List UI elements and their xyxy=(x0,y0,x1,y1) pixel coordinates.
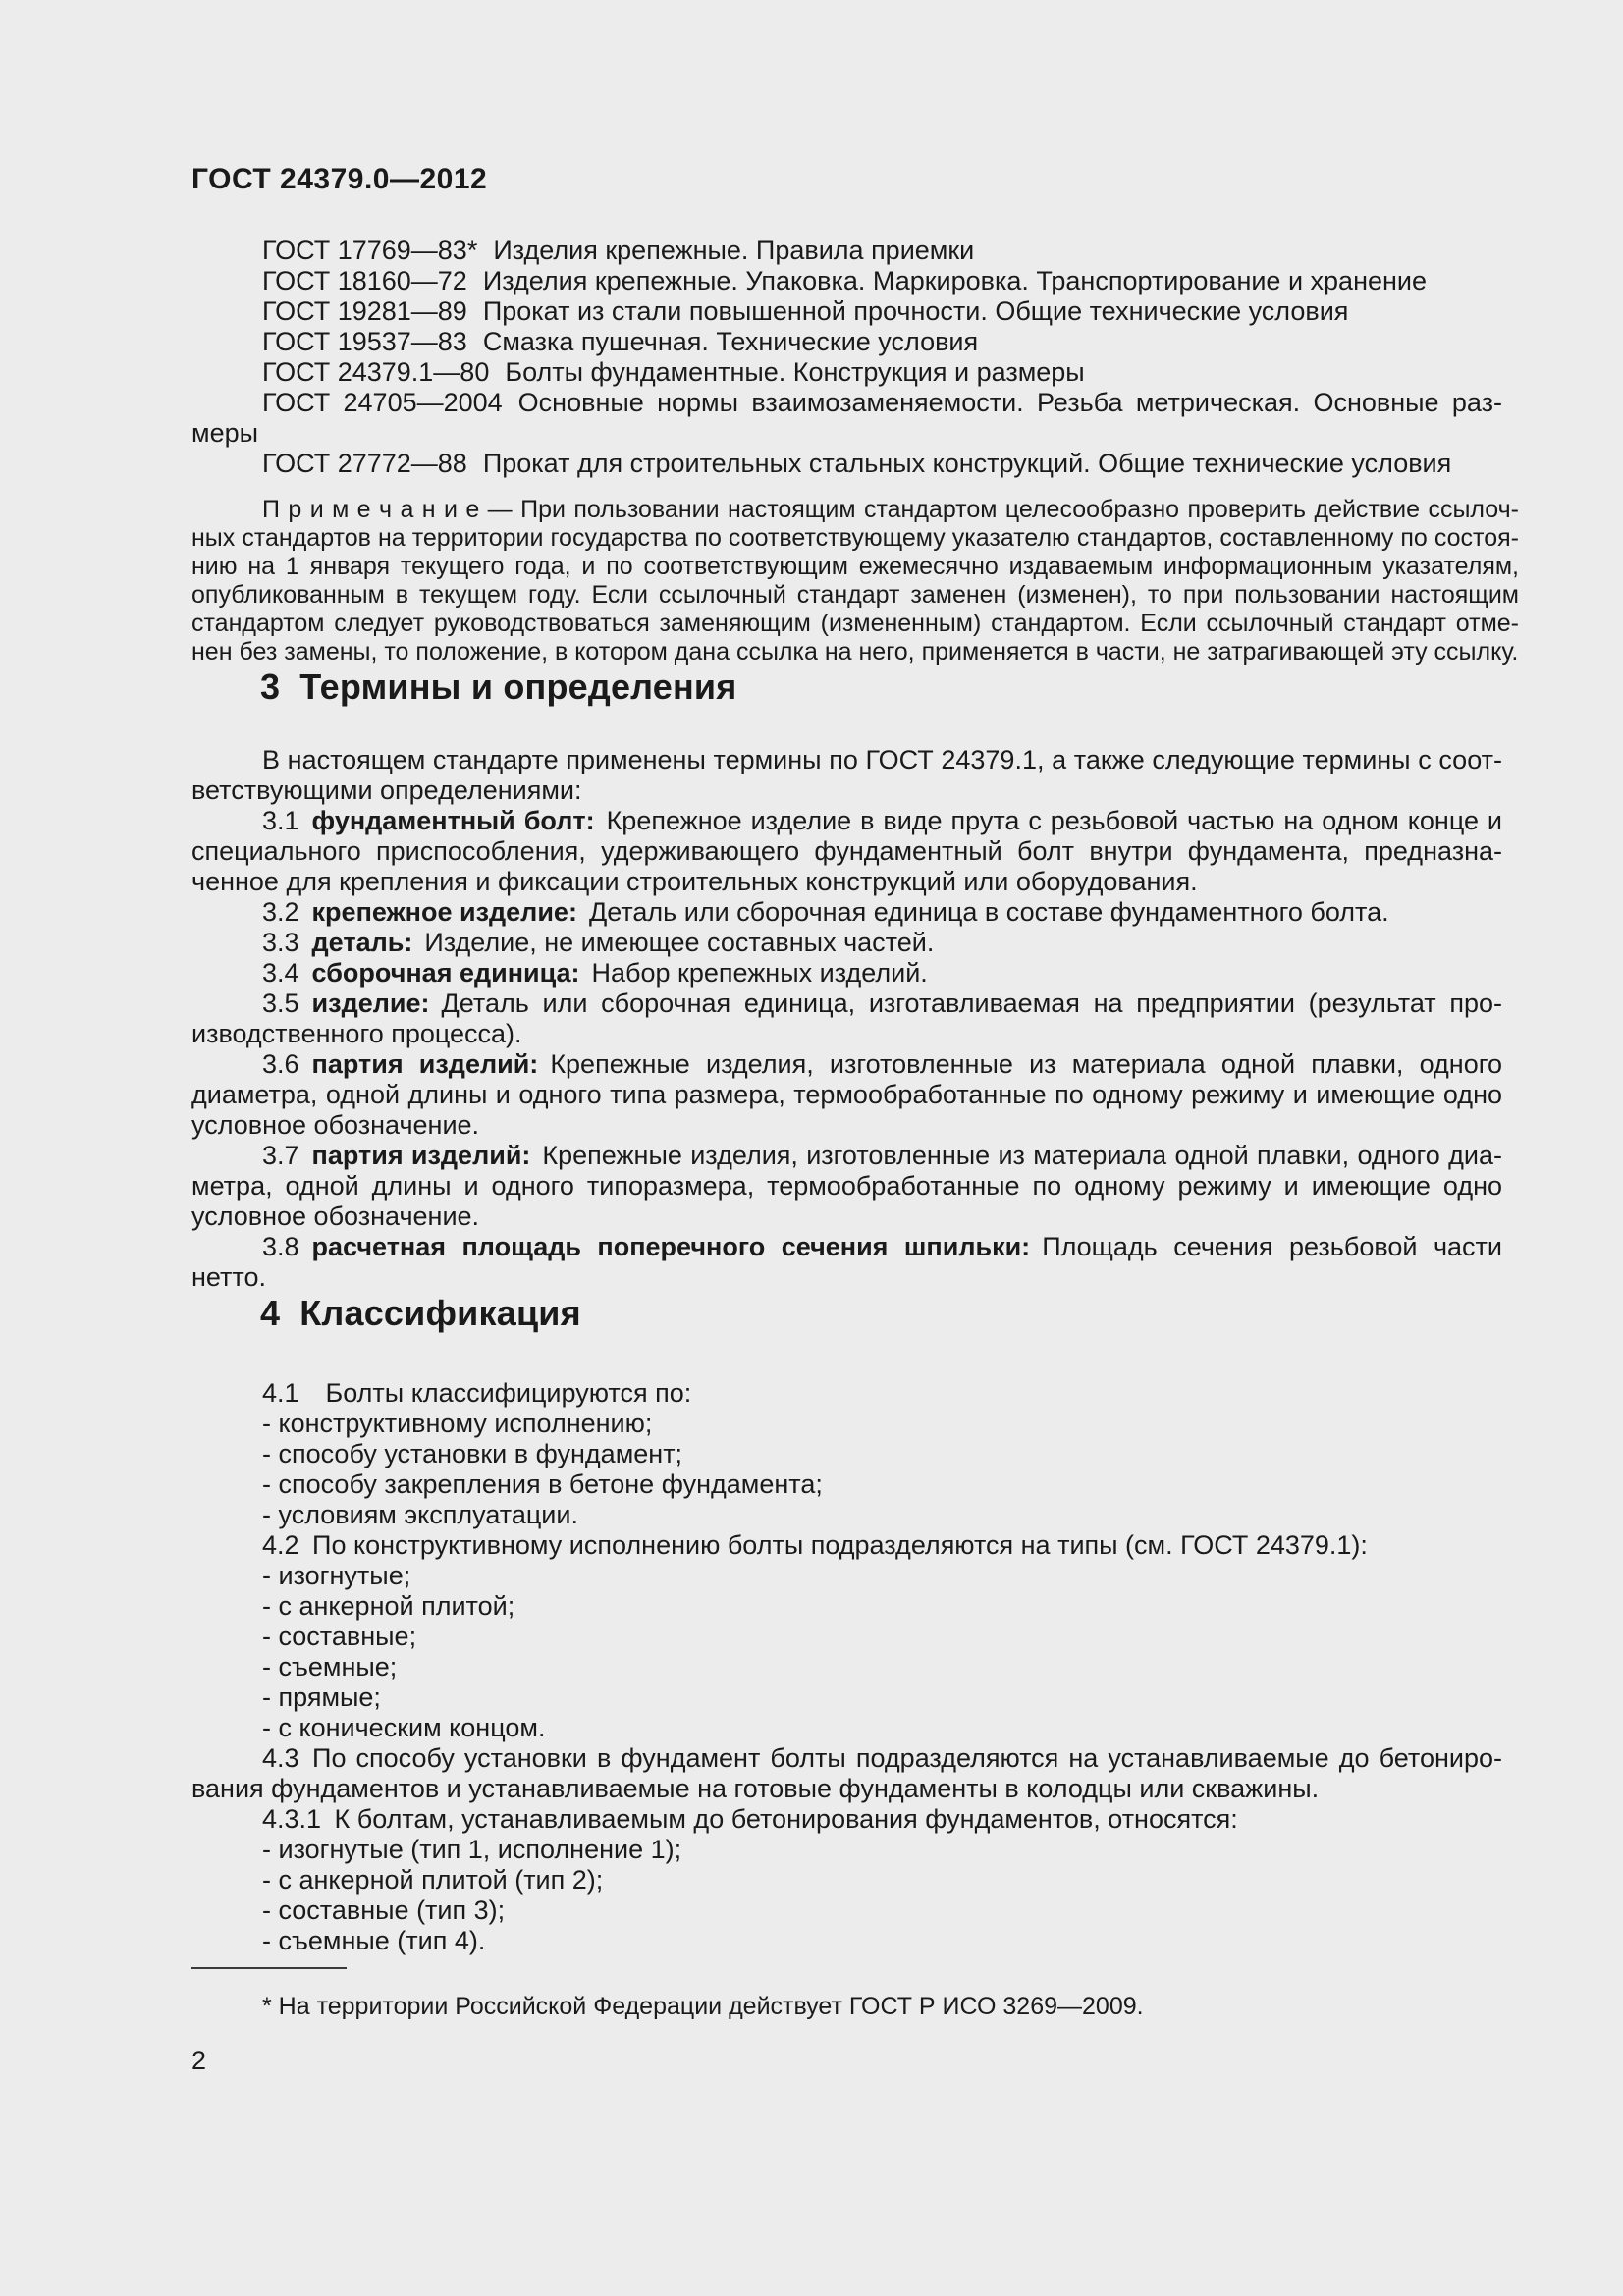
reference-code: ГОСТ 19537—83 xyxy=(262,327,467,356)
section-4-title: Классификация xyxy=(299,1293,581,1333)
note-text: При пользовании настоящим стандартом целесообразно проверить действие ссылочных стандартов на территории государства по соответствующему указателю стандартов, составленному по состоянию на 1 января текущего года, и по соответствующим ежемесячно издаваемым информационным указателям, опубликованным в текущем году. Если ссылочный стандарт заменен (изменен), то при пользовании настоящим стандартом следует руководствоваться заменяющим (измененным) стандартом. Если ссылочный стандарт отменен без замены, то положение, в котором дана ссылка на него, применяется в части, не затрагивающей эту ссылку. xyxy=(191,496,1519,666)
list-item: - составные; xyxy=(262,1622,417,1651)
clause-4-3-1: 4.3.1 К болтам, устанавливаемым до бетонирования фундаментов, относятся: xyxy=(262,1804,1238,1834)
term-number: 3.3 xyxy=(262,928,299,957)
reference-title: Изделия крепежные. Упаковка. Маркировка. Транспортирование и хранение xyxy=(482,266,1428,295)
list-item: - с коническим концом. xyxy=(262,1713,546,1742)
reference-code: ГОСТ 24705—2004 xyxy=(262,388,503,417)
list-item: - съемные; xyxy=(262,1652,398,1682)
reference-title: Болты фундаментные. Конструкция и размеры xyxy=(505,357,1085,387)
reference-item xyxy=(191,357,1502,388)
reference-code: ГОСТ 18160—72 xyxy=(262,266,467,295)
term-name: крепежное изделие: xyxy=(311,897,577,927)
section-3-number: 3 xyxy=(260,667,281,707)
term-name: сборочная единица: xyxy=(311,958,580,988)
term-name: изделие: xyxy=(311,988,430,1018)
term-definition: Площадь сечения резьбовой части нетто. xyxy=(191,1232,1503,1292)
term-definition: Набор крепежных изделий. xyxy=(591,958,928,988)
reference-title: Основные нормы взаимозаменяемости. Резьба метрическая. Основные размеры xyxy=(191,388,1502,448)
reference-code: ГОСТ 17769—83* xyxy=(262,236,478,265)
term-item xyxy=(191,1232,1502,1293)
reference-item xyxy=(191,236,1502,266)
term-item xyxy=(191,806,1502,897)
list-item: - конструктивному исполнению; xyxy=(262,1409,653,1438)
reference-code: ГОСТ 19281—89 xyxy=(262,296,467,326)
list-item: - изогнутые; xyxy=(262,1561,411,1590)
reference-item xyxy=(191,388,1502,449)
reference-title: Смазка пушечная. Технические условия xyxy=(482,327,979,356)
reference-title: Прокат для строительных стальных конструкций. Общие технические условия xyxy=(482,449,1452,478)
page-number: 2 xyxy=(191,2046,207,2075)
reference-code: ГОСТ 27772—88 xyxy=(262,449,467,478)
list-item: - прямые; xyxy=(262,1682,381,1712)
section-4-number: 4 xyxy=(260,1293,281,1333)
reference-code: ГОСТ 24379.1—80 xyxy=(262,357,490,387)
term-item xyxy=(191,1049,1502,1141)
list-item: - способу установки в фундамент; xyxy=(262,1439,683,1468)
term-definition: Изделие, не имеющее составных частей. xyxy=(424,928,935,957)
term-number: 3.7 xyxy=(262,1141,299,1170)
section-4-heading xyxy=(260,1293,1505,1334)
standard-designation: ГОСТ 24379.0—2012 xyxy=(191,163,488,195)
term-number: 3.4 xyxy=(262,958,299,988)
references-list xyxy=(191,236,1505,479)
term-name: партия изделий: xyxy=(311,1141,531,1170)
term-item xyxy=(191,928,1502,958)
clause-4-2: 4.2 По конструктивному исполнению болты подразделяются на типы (см. ГОСТ 24379.1): xyxy=(262,1530,1368,1560)
term-definition: Крепежное изделие в виде прута с резьбовой частью на одном конце и специального приспособления, удерживающего фундаментный болт внутри фундамента, предназначенное для крепления и фиксации строительных конструкций или оборудования. xyxy=(191,806,1503,896)
clause-4-1: 4.1 Болты классифицируются по: xyxy=(262,1378,692,1408)
term-number: 3.1 xyxy=(262,806,299,835)
term-definition: Крепежные изделия, изготовленные из материала одной плавки, одного диаметра, одной длины и одного типа размера, термообработанные по одному режиму и имеющие одно условное обозначение. xyxy=(191,1049,1502,1140)
reference-item xyxy=(191,266,1502,296)
clause-4-3: 4.3 По способу установки в фундамент болты подразделяются на устанавливаемые до бетонирования фундаментов и устанавливаемые на готовые фундаменты в колодцы или скважины. xyxy=(191,1743,1502,1803)
term-item xyxy=(191,1141,1502,1232)
term-number: 3.2 xyxy=(262,897,299,927)
reference-title: Прокат из стали повышенной прочности. Общие технические условия xyxy=(482,296,1349,326)
term-name: деталь: xyxy=(311,928,413,957)
term-number: 3.6 xyxy=(262,1049,299,1079)
list-item: - способу закрепления в бетоне фундамента; xyxy=(262,1469,823,1499)
section-3-title: Термины и определения xyxy=(299,667,737,707)
term-name: расчетная площадь поперечного сечения шпильки: xyxy=(311,1232,1031,1261)
footnote-text: * На территории Российской Федерации действует ГОСТ Р ИСО 3269—2009. xyxy=(262,1993,1144,2020)
term-item xyxy=(191,958,1502,988)
list-item: - с анкерной плитой; xyxy=(262,1591,515,1621)
term-definition: Деталь или сборочная единица в составе фундаментного болта. xyxy=(588,897,1389,927)
term-item xyxy=(191,897,1502,928)
term-name: партия изделий: xyxy=(311,1049,539,1079)
list-item: - составные (тип 3); xyxy=(262,1896,506,1925)
reference-item xyxy=(191,296,1502,327)
list-item: - с анкерной плитой (тип 2); xyxy=(262,1865,604,1895)
term-number: 3.5 xyxy=(262,988,299,1018)
reference-title: Изделия крепежные. Правила приемки xyxy=(493,236,975,265)
reference-item xyxy=(191,327,1502,357)
term-number: 3.8 xyxy=(262,1232,299,1261)
footnote-rule xyxy=(191,1967,347,1969)
reference-item xyxy=(191,449,1502,479)
note-label: П р и м е ч а н и е — xyxy=(262,496,521,523)
list-item: - съемные (тип 4). xyxy=(262,1926,486,1955)
term-definition: Крепежные изделия, изготовленные из материала одной плавки, одного диаметра, одной длины и одного типоразмера, термообработанные по одному режиму и имеющие одно условное обозначение. xyxy=(191,1141,1502,1231)
term-definition: Деталь или сборочная единица, изготавливаемая на предприятии (результат производственного процесса). xyxy=(191,988,1502,1048)
section-3-intro: В настоящем стандарте применены термины по ГОСТ 24379.1, а также следующие термины с соответствующими определениями: xyxy=(191,745,1502,805)
list-item: - изогнутые (тип 1, исполнение 1); xyxy=(262,1835,682,1864)
note-paragraph xyxy=(191,496,1519,667)
section-3-heading xyxy=(260,667,1505,708)
term-item xyxy=(191,988,1502,1049)
term-name: фундаментный болт: xyxy=(311,806,595,835)
list-item: - условиям эксплуатации. xyxy=(262,1500,578,1529)
